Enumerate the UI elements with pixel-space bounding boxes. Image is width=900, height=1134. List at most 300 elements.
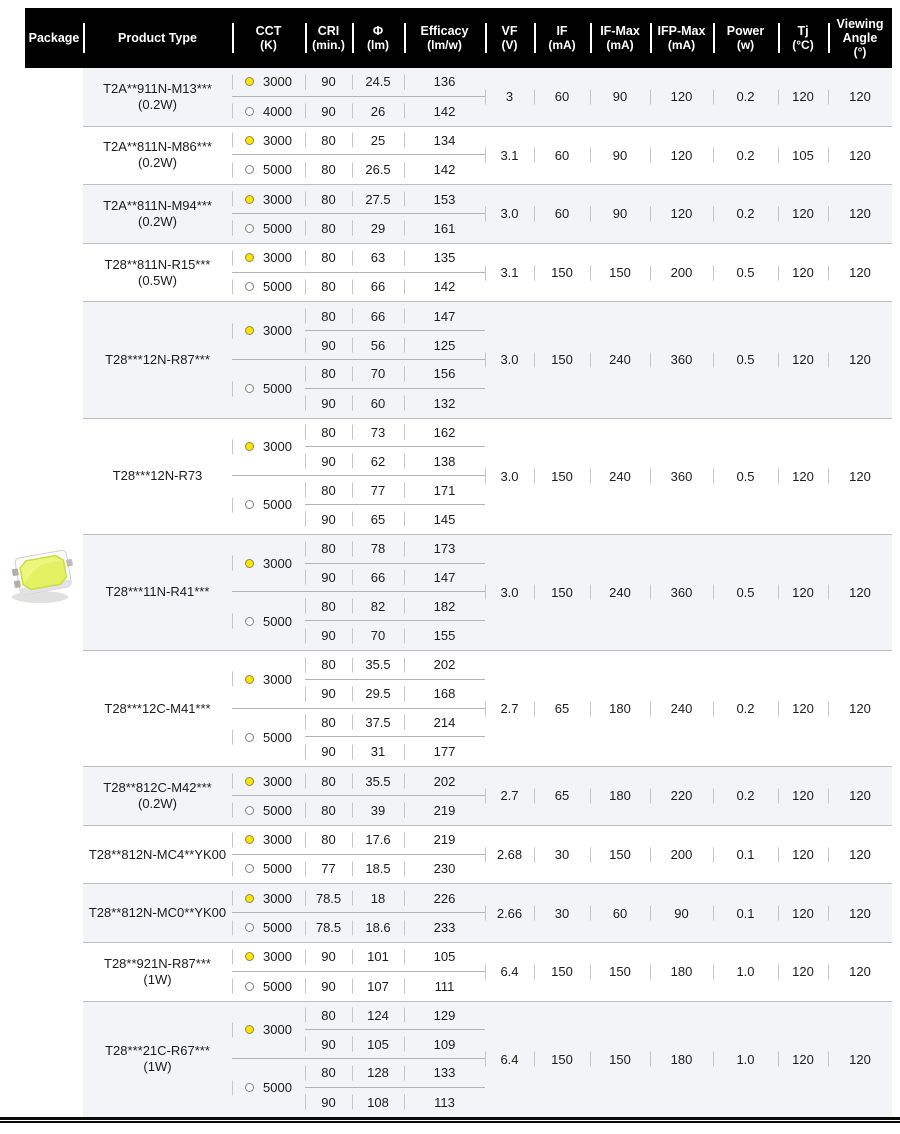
cri-value: 90: [305, 737, 352, 766]
efficacy-value: 147: [404, 564, 485, 593]
product-group: [83, 825, 892, 884]
power-value: 0.5: [713, 419, 778, 534]
cri-value: 90: [305, 505, 352, 534]
header-unit: (°C): [792, 38, 814, 52]
flux-value: 78: [352, 535, 404, 564]
cct-dot-white-icon: [245, 165, 254, 174]
vf-value: 3.0: [485, 185, 534, 243]
tj-value: 120: [778, 419, 828, 534]
cri-value: 90: [305, 389, 352, 418]
header-cell-flux: [352, 8, 404, 68]
if-value: 60: [534, 127, 590, 185]
cct-value: 5000: [263, 861, 292, 877]
table-body: [83, 68, 892, 1117]
efficacy-value: 129: [404, 1002, 485, 1031]
cct-cell: [232, 884, 305, 913]
vf-value: 3.1: [485, 244, 534, 302]
flux-value: 63: [352, 244, 404, 273]
vf-value: 3.0: [485, 302, 534, 417]
cri-value: 78.5: [305, 913, 352, 942]
tj-value: 120: [778, 302, 828, 417]
cct-dot-yellow-icon: [245, 1025, 254, 1034]
ifp-max-value: 90: [650, 884, 713, 942]
cct-value: 3000: [263, 439, 292, 455]
cct-cell: [232, 68, 305, 97]
viewing-angle-value: 120: [828, 884, 892, 942]
product-type-cell: [83, 68, 232, 126]
product-group: [83, 1001, 892, 1117]
header-unit: (lm/w): [427, 38, 462, 52]
efficacy-value: 105: [404, 943, 485, 972]
efficacy-value: 155: [404, 621, 485, 650]
flux-value: 24.5: [352, 68, 404, 97]
cct-value: 4000: [263, 103, 292, 119]
product-type-cell: [83, 767, 232, 825]
cct-cell: [232, 651, 305, 709]
product-group: [83, 650, 892, 766]
power-value: 0.2: [713, 68, 778, 126]
efficacy-value: 136: [404, 68, 485, 97]
header-label: Viewing Angle: [836, 17, 884, 45]
flux-value: 128: [352, 1059, 404, 1088]
if-value: 65: [534, 651, 590, 766]
product-name: T28**811N-R15***: [104, 256, 211, 272]
product-name: T28**812C-M42***: [103, 779, 212, 795]
header-unit: (mA): [667, 38, 696, 52]
cct-cell: [232, 185, 305, 214]
efficacy-value: 142: [404, 97, 485, 126]
flux-value: 124: [352, 1002, 404, 1031]
header-cell-vf: [485, 8, 534, 68]
efficacy-value: 133: [404, 1059, 485, 1088]
viewing-angle-value: 120: [828, 651, 892, 766]
header-cell-package: [25, 8, 83, 68]
header-unit: (K): [260, 38, 277, 52]
header-unit: (mA): [548, 38, 576, 52]
cct-cell: [232, 302, 305, 360]
if-value: 150: [534, 943, 590, 1001]
cct-cell: [232, 943, 305, 972]
header-unit: (min.): [312, 38, 345, 52]
product-group: [83, 301, 892, 417]
flux-value: 18.5: [352, 855, 404, 884]
flux-value: 26: [352, 97, 404, 126]
if-max-value: 180: [590, 651, 650, 766]
smd-led-chip-image: [7, 540, 79, 608]
flux-value: 35.5: [352, 767, 404, 796]
header-cell-tj: [778, 8, 828, 68]
cct-dot-white-icon: [245, 500, 254, 509]
header-cell-cri: [305, 8, 352, 68]
cri-value: 90: [305, 68, 352, 97]
product-type-cell: [83, 651, 232, 766]
ifp-max-value: 180: [650, 1002, 713, 1117]
cct-dot-yellow-icon: [245, 195, 254, 204]
cct-value: 5000: [263, 1080, 292, 1096]
power-value: 0.1: [713, 826, 778, 884]
cct-value: 3000: [263, 890, 292, 906]
cct-value: 3000: [263, 191, 292, 207]
spec-table: [25, 8, 892, 1117]
cri-value: 80: [305, 419, 352, 448]
flux-value: 82: [352, 592, 404, 621]
if-value: 65: [534, 767, 590, 825]
cct-cell: [232, 972, 305, 1001]
if-max-value: 150: [590, 244, 650, 302]
product-type-cell: [83, 826, 232, 884]
cri-value: 80: [305, 651, 352, 680]
cri-value: 90: [305, 1030, 352, 1059]
cri-value: 80: [305, 214, 352, 243]
cct-cell: [232, 419, 305, 477]
cct-value: 3000: [263, 250, 292, 266]
cct-value: 3000: [263, 74, 292, 90]
cct-cell: [232, 535, 305, 593]
product-wattage: (0.2W): [138, 155, 177, 171]
flux-value: 39: [352, 796, 404, 825]
product-wattage: (1W): [143, 971, 172, 987]
flux-value: 66: [352, 302, 404, 331]
cct-value: 5000: [263, 279, 292, 295]
product-name: T2A**811N-M94***: [103, 197, 212, 213]
flux-value: 105: [352, 1030, 404, 1059]
header-label: VF: [501, 24, 518, 38]
header-label: IF: [556, 24, 568, 38]
cri-value: 80: [305, 592, 352, 621]
cri-value: 80: [305, 1002, 352, 1031]
vf-value: 6.4: [485, 943, 534, 1001]
cri-value: 80: [305, 127, 352, 156]
cri-value: 90: [305, 972, 352, 1001]
flux-value: 35.5: [352, 651, 404, 680]
cri-value: 80: [305, 1059, 352, 1088]
cct-value: 3000: [263, 949, 292, 965]
product-group: [83, 883, 892, 942]
product-type-cell: [83, 884, 232, 942]
if-value: 60: [534, 68, 590, 126]
header-cell-cct: [232, 8, 305, 68]
header-label: Package: [28, 31, 80, 45]
cct-value: 5000: [263, 802, 292, 818]
cri-value: 90: [305, 1088, 352, 1117]
cct-dot-white-icon: [245, 923, 254, 932]
power-value: 0.2: [713, 185, 778, 243]
flux-value: 56: [352, 331, 404, 360]
efficacy-value: 168: [404, 680, 485, 709]
product-type-cell: [83, 127, 232, 185]
cri-value: 80: [305, 360, 352, 389]
flux-value: 101: [352, 943, 404, 972]
ifp-max-value: 240: [650, 651, 713, 766]
header-unit: (w): [736, 38, 755, 52]
vf-value: 2.7: [485, 651, 534, 766]
product-name: T28**812N-MC4**YK00: [88, 846, 227, 862]
product-name: T2A**911N-M13***: [103, 80, 212, 96]
efficacy-value: 214: [404, 709, 485, 738]
cct-value: 3000: [263, 773, 292, 789]
cct-dot-yellow-icon: [245, 136, 254, 145]
cct-cell: [232, 796, 305, 825]
flux-value: 27.5: [352, 185, 404, 214]
cct-cell: [232, 1002, 305, 1060]
cct-value: 3000: [263, 555, 292, 571]
tj-value: 120: [778, 244, 828, 302]
if-max-value: 240: [590, 535, 650, 650]
efficacy-value: 177: [404, 737, 485, 766]
cct-dot-yellow-icon: [245, 77, 254, 86]
tj-value: 105: [778, 127, 828, 185]
cct-dot-white-icon: [245, 384, 254, 393]
flux-value: 107: [352, 972, 404, 1001]
if-max-value: 150: [590, 1002, 650, 1117]
product-name: T28***21C-R67***: [105, 1043, 210, 1059]
header-unit: (°): [853, 45, 867, 59]
cri-value: 80: [305, 826, 352, 855]
efficacy-value: 125: [404, 331, 485, 360]
cri-value: 77: [305, 855, 352, 884]
cct-dot-yellow-icon: [245, 894, 254, 903]
cct-dot-white-icon: [245, 617, 254, 626]
efficacy-value: 138: [404, 447, 485, 476]
cri-value: 80: [305, 767, 352, 796]
efficacy-value: 226: [404, 884, 485, 913]
cct-dot-white-icon: [245, 982, 254, 991]
if-value: 30: [534, 826, 590, 884]
tj-value: 120: [778, 943, 828, 1001]
product-group: [83, 942, 892, 1001]
if-max-value: 240: [590, 302, 650, 417]
viewing-angle-value: 120: [828, 68, 892, 126]
if-max-value: 150: [590, 943, 650, 1001]
flux-value: 29: [352, 214, 404, 243]
product-group: [83, 126, 892, 185]
power-value: 0.2: [713, 651, 778, 766]
efficacy-value: 173: [404, 535, 485, 564]
vf-value: 3: [485, 68, 534, 126]
flux-value: 60: [352, 389, 404, 418]
cct-cell: [232, 826, 305, 855]
viewing-angle-value: 120: [828, 302, 892, 417]
cct-cell: [232, 97, 305, 126]
cct-dot-yellow-icon: [245, 952, 254, 961]
product-name: T28***12C-M41***: [104, 700, 211, 716]
efficacy-value: 162: [404, 419, 485, 448]
cct-cell: [232, 360, 305, 418]
header-cell-viewing-angle: [828, 8, 892, 68]
vf-value: 3.0: [485, 535, 534, 650]
product-name: T2A**811N-M86***: [103, 139, 212, 155]
flux-value: 65: [352, 505, 404, 534]
tj-value: 120: [778, 1002, 828, 1117]
product-group: [83, 534, 892, 650]
if-value: 150: [534, 419, 590, 534]
power-value: 1.0: [713, 1002, 778, 1117]
cct-dot-white-icon: [245, 224, 254, 233]
cct-dot-yellow-icon: [245, 559, 254, 568]
header-label: CRI: [317, 24, 340, 38]
vf-value: 2.66: [485, 884, 534, 942]
flux-value: 70: [352, 360, 404, 389]
product-name: T28**812N-MC0**YK00: [88, 905, 227, 921]
tj-value: 120: [778, 651, 828, 766]
if-max-value: 150: [590, 826, 650, 884]
cct-value: 3000: [263, 671, 292, 687]
product-type-cell: [83, 1002, 232, 1117]
cct-cell: [232, 709, 305, 767]
cri-value: 80: [305, 302, 352, 331]
efficacy-value: 135: [404, 244, 485, 273]
product-group: [83, 766, 892, 825]
product-group: [83, 68, 892, 126]
header-cell-if-max: [590, 8, 650, 68]
tj-value: 120: [778, 185, 828, 243]
efficacy-value: 142: [404, 273, 485, 302]
product-group: [83, 184, 892, 243]
header-label: IFP-Max: [657, 24, 706, 38]
cri-value: 90: [305, 943, 352, 972]
product-type-cell: [83, 943, 232, 1001]
cct-cell: [232, 214, 305, 243]
cri-value: 80: [305, 155, 352, 184]
product-name: T28***12N-R87***: [105, 351, 210, 367]
efficacy-value: 182: [404, 592, 485, 621]
cct-dot-white-icon: [245, 733, 254, 742]
product-wattage: (0.2W): [138, 96, 177, 112]
cct-dot-yellow-icon: [245, 326, 254, 335]
cct-value: 3000: [263, 132, 292, 148]
cct-cell: [232, 767, 305, 796]
efficacy-value: 142: [404, 155, 485, 184]
viewing-angle-value: 120: [828, 943, 892, 1001]
cct-value: 5000: [263, 162, 292, 178]
efficacy-value: 134: [404, 127, 485, 156]
cct-dot-white-icon: [245, 1083, 254, 1092]
flux-value: 25: [352, 127, 404, 156]
cct-value: 5000: [263, 220, 292, 236]
cct-value: 5000: [263, 920, 292, 935]
efficacy-value: 171: [404, 476, 485, 505]
cct-dot-yellow-icon: [245, 675, 254, 684]
vf-value: 2.7: [485, 767, 534, 825]
product-type-cell: [83, 185, 232, 243]
power-value: 1.0: [713, 943, 778, 1001]
header-unit: (lm): [367, 38, 389, 52]
flux-value: 77: [352, 476, 404, 505]
ifp-max-value: 360: [650, 302, 713, 417]
cct-value: 3000: [263, 1022, 292, 1038]
flux-value: 31: [352, 737, 404, 766]
viewing-angle-value: 120: [828, 767, 892, 825]
header-cell-if: [534, 8, 590, 68]
ifp-max-value: 200: [650, 244, 713, 302]
viewing-angle-value: 120: [828, 535, 892, 650]
header-unit: (mA): [606, 38, 634, 52]
efficacy-value: 109: [404, 1030, 485, 1059]
viewing-angle-value: 120: [828, 127, 892, 185]
if-value: 60: [534, 185, 590, 243]
tj-value: 120: [778, 826, 828, 884]
ifp-max-value: 120: [650, 127, 713, 185]
bottom-rule: [0, 1117, 900, 1123]
efficacy-value: 145: [404, 505, 485, 534]
tj-value: 120: [778, 68, 828, 126]
cct-dot-yellow-icon: [245, 253, 254, 262]
cct-cell: [232, 273, 305, 302]
efficacy-value: 202: [404, 767, 485, 796]
cri-value: 80: [305, 244, 352, 273]
cct-value: 5000: [263, 978, 292, 994]
cri-value: 80: [305, 476, 352, 505]
header-label: Product Type: [118, 31, 197, 45]
power-value: 0.2: [713, 767, 778, 825]
viewing-angle-value: 120: [828, 1002, 892, 1117]
flux-value: 66: [352, 273, 404, 302]
product-name: T28***12N-R73: [112, 468, 203, 484]
header-label: Efficacy: [420, 24, 469, 38]
cct-dot-white-icon: [245, 806, 254, 815]
efficacy-value: 202: [404, 651, 485, 680]
efficacy-value: 233: [404, 913, 485, 942]
power-value: 0.5: [713, 244, 778, 302]
product-type-cell: [83, 419, 232, 534]
cri-value: 80: [305, 796, 352, 825]
efficacy-value: 132: [404, 389, 485, 418]
power-value: 0.5: [713, 535, 778, 650]
if-max-value: 180: [590, 767, 650, 825]
cri-value: 90: [305, 331, 352, 360]
cct-value: 3000: [263, 832, 292, 848]
product-wattage: (0.2W): [138, 795, 177, 811]
if-max-value: 240: [590, 419, 650, 534]
flux-value: 62: [352, 447, 404, 476]
efficacy-value: 219: [404, 826, 485, 855]
smd-led-chip-icon: [7, 540, 79, 608]
cri-value: 80: [305, 535, 352, 564]
if-value: 30: [534, 884, 590, 942]
cct-cell: [232, 476, 305, 534]
tj-value: 120: [778, 884, 828, 942]
ifp-max-value: 200: [650, 826, 713, 884]
if-value: 150: [534, 535, 590, 650]
flux-value: 18: [352, 884, 404, 913]
cct-cell: [232, 155, 305, 184]
vf-value: 3.1: [485, 127, 534, 185]
if-max-value: 90: [590, 185, 650, 243]
cct-cell: [232, 127, 305, 156]
power-value: 0.1: [713, 884, 778, 942]
ifp-max-value: 360: [650, 419, 713, 534]
vf-value: 3.0: [485, 419, 534, 534]
power-value: 0.2: [713, 127, 778, 185]
if-max-value: 90: [590, 127, 650, 185]
ifp-max-value: 120: [650, 68, 713, 126]
cri-value: 90: [305, 447, 352, 476]
ifp-max-value: 360: [650, 535, 713, 650]
vf-value: 6.4: [485, 1002, 534, 1117]
product-group: [83, 418, 892, 534]
power-value: 0.5: [713, 302, 778, 417]
cri-value: 80: [305, 709, 352, 738]
cct-cell: [232, 1059, 305, 1117]
tj-value: 120: [778, 767, 828, 825]
flux-value: 70: [352, 621, 404, 650]
cri-value: 78.5: [305, 884, 352, 913]
cct-value: 5000: [263, 729, 292, 745]
product-wattage: (1W): [143, 1059, 172, 1075]
efficacy-value: 111: [404, 972, 485, 1001]
cct-cell: [232, 592, 305, 650]
cct-value: 5000: [263, 613, 292, 629]
